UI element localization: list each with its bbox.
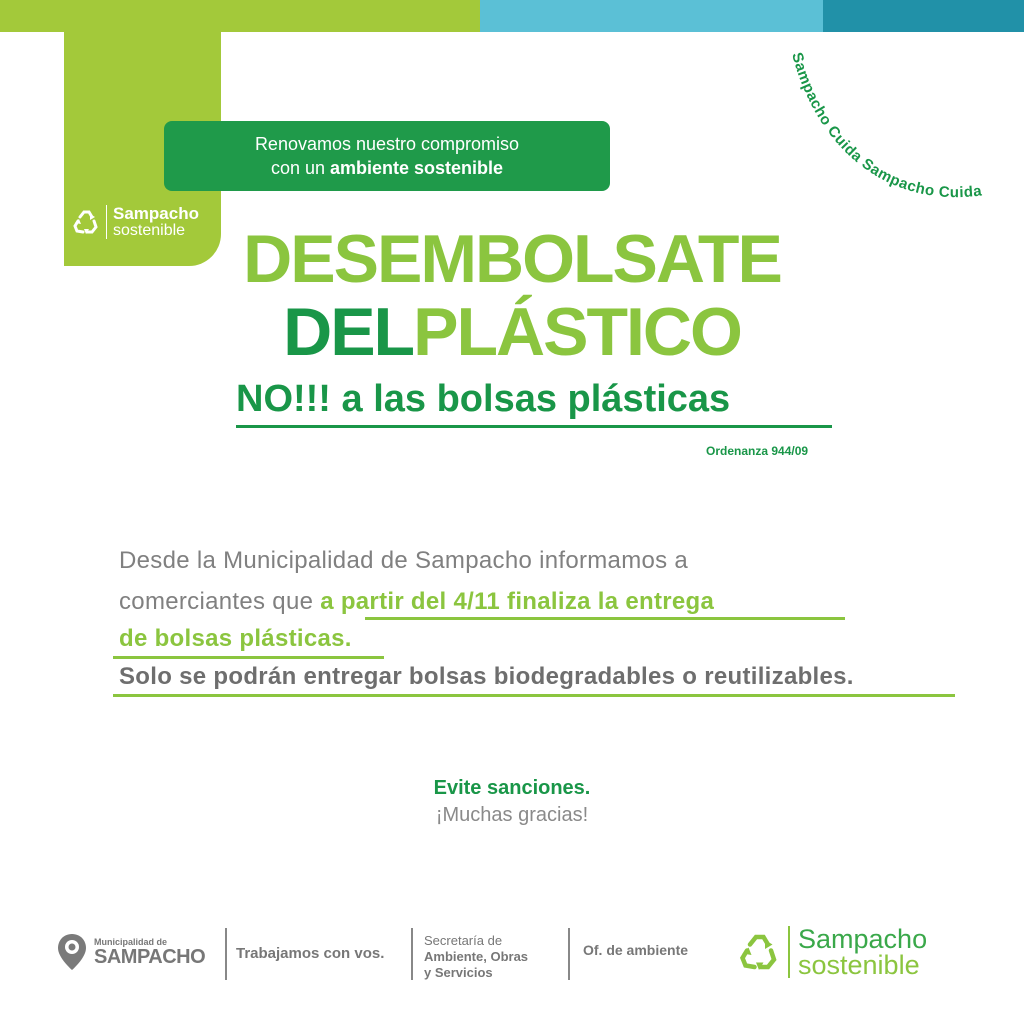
closing-thanks: ¡Muchas gracias! — [435, 804, 589, 826]
footer-slogan: Trabajamos con vos. — [236, 945, 385, 962]
commitment-banner — [164, 121, 610, 191]
footer-municipality-logo — [56, 932, 205, 972]
top-strip-lime — [0, 0, 480, 32]
footer-logo-line1: Sampacho — [798, 924, 928, 954]
curved-slogan-text: Sampacho Cuida Sampacho Cuida — [788, 50, 984, 202]
body-line2-pre: comerciantes que — [119, 588, 321, 615]
body-line3 — [119, 625, 352, 653]
subheadline: NO!!! a las bolsas plásticas — [236, 378, 731, 420]
body-line4: Solo se podrán entregar bolsas biodegradables o reutilizables. — [119, 663, 854, 690]
footer-logo-line2: sostenible — [798, 950, 920, 980]
footer-sec-line1: Secretaría de — [424, 933, 503, 948]
footer-logo-text — [788, 926, 927, 978]
subheadline-underline — [236, 425, 832, 428]
footer-divider-1 — [225, 928, 227, 980]
body-line2 — [119, 588, 714, 616]
curved-slogan — [760, 40, 1024, 240]
footer-municipality-text — [94, 937, 205, 967]
banner-line2-bold: ambiente sostenible — [329, 158, 504, 178]
headline-line1: DESEMBOLSATE — [243, 221, 781, 297]
footer-office: Of. de ambiente — [583, 942, 689, 958]
recycle-icon — [738, 931, 780, 973]
footer-sec-line2-text: Ambiente, Obras — [424, 949, 529, 964]
closing-warning: Evite sanciones. — [433, 777, 591, 799]
footer-muni-small: Municipalidad de — [94, 937, 168, 947]
footer-divider-2 — [411, 928, 413, 980]
footer-sec-line3 — [424, 965, 528, 981]
banner-line2 — [164, 156, 610, 180]
headline-del: DEL — [283, 294, 414, 370]
top-strip-light-blue — [480, 0, 823, 32]
svg-text:Sampacho Cuida Sampacho Cuida — [788, 51, 983, 202]
footer-sec-line3-text: y Servicios — [424, 965, 493, 980]
tab-logo-line1: Sampacho — [113, 204, 199, 223]
footer-sec-line2 — [424, 949, 528, 965]
body-line3-highlight: de bolsas plásticas. — [119, 625, 352, 652]
headline-plastico: PLÁSTICO — [413, 294, 741, 370]
body-line2-highlight: a partir del 4/11 finaliza la entrega — [320, 588, 715, 615]
banner-line1: Renovamos nuestro compromiso — [254, 134, 520, 154]
ordinance-label: Ordenanza 944/09 — [706, 444, 809, 458]
footer-sostenible-logo — [738, 926, 927, 978]
body-line1: Desde la Municipalidad de Sampacho informamos a — [119, 547, 689, 574]
footer-muni-large: SAMPACHO — [94, 946, 206, 968]
footer-secretariat — [424, 933, 528, 981]
highlight-underline-2 — [113, 656, 384, 659]
footer-divider-3 — [568, 928, 570, 980]
highlight-underline-3 — [113, 694, 955, 697]
banner-line2-pre: con un — [270, 158, 330, 178]
location-pin-icon — [56, 932, 88, 972]
tab-logo-line2: sostenible — [113, 222, 186, 239]
top-strip-teal — [823, 0, 1024, 32]
headline-line2 — [0, 293, 1024, 371]
highlight-underline-1 — [365, 617, 845, 620]
